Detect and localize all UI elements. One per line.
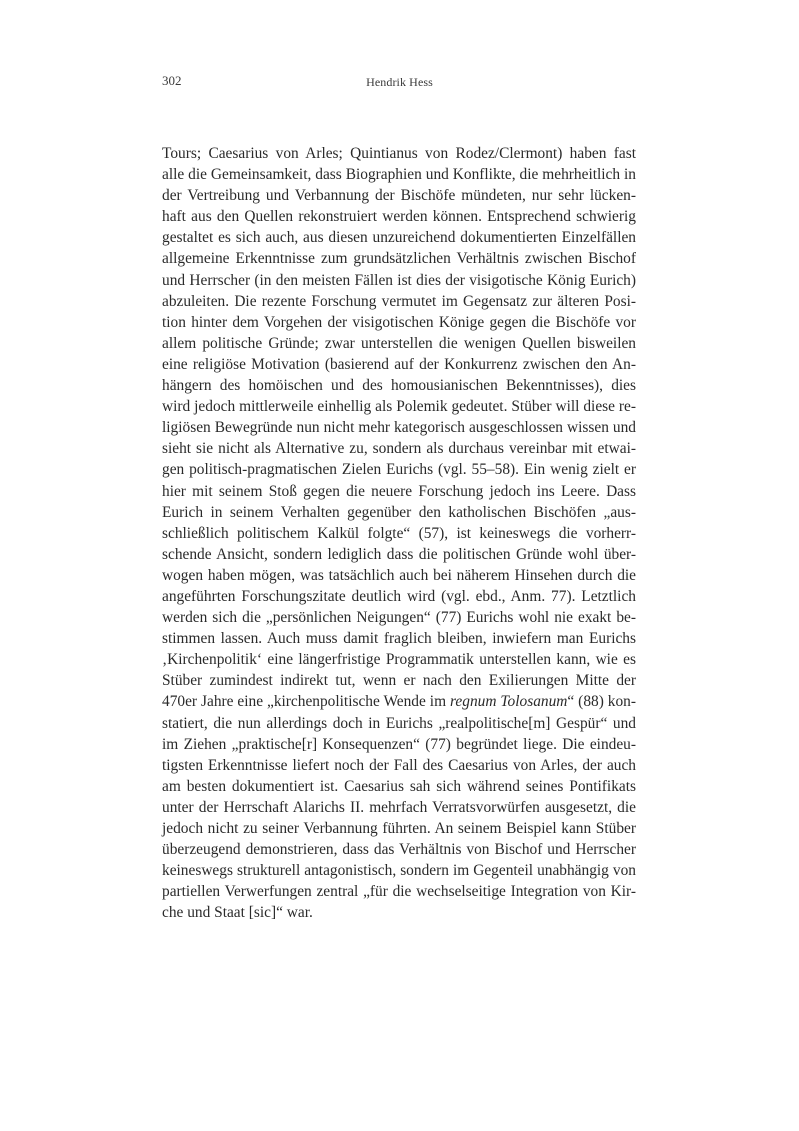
text-line: haft aus den Quellen rekonstruiert werden können. Entsprechend schwierig [162,208,636,226]
running-head-author: Hendrik Hess [366,75,433,89]
text-segment: “ (88) kon- [567,693,636,711]
text-line: der Vertreibung und Verbannung der Bischöfe mündeten, nur sehr lücken- [162,187,636,205]
text-line: sieht sie nicht als Alternative zu, sondern als durchaus vereinbar mit etwai- [162,440,636,458]
text-line: ‚Kirchenpolitik‘ eine längerfristige Programmatik unterstellen kann, wie es [162,651,636,669]
text-line: wogen haben mögen, was tatsächlich auch bei näherem Hinsehen durch die [162,566,636,584]
text-line: am besten dokumentiert ist. Caesarius sah sich während seines Pontifikats [162,777,636,795]
text-line: alle die Gemeinsamkeit, dass Biographien und Konflikte, die mehrheitlich in [162,166,636,184]
text-line: allem politische Gründe; zwar unterstellen die wenigen Quellen bisweilen [162,334,636,352]
text-line: unter der Herrschaft Alarichs II. mehrfach Verratsvorwürfen ausgesetzt, die [162,798,636,816]
text-line: Eurich in seinem Verhalten gegenüber den katholischen Bischöfen „aus- [162,503,636,521]
text-line: gen politisch-pragmatischen Zielen Eurichs (vgl. 55–58). Ein wenig zielt er [162,461,636,479]
text-line: Tours; Caesarius von Arles; Quintianus von Rodez/Clermont) haben fast [162,145,636,162]
text-line: stimmen lassen. Auch muss damit fraglich bleiben, inwiefern man Eurichs [162,630,636,648]
text-line-last: che und Staat [sic]“ war. [162,904,313,922]
text-line: angeführten Forschungszitate deutlich wird (vgl. ebd., Anm. 77). Letztlich [162,587,636,605]
text-line: eine religiöse Motivation (basierend auf der Konkurrenz zwischen den An- [162,355,636,373]
text-line: tion hinter dem Vorgehen der visigotischen Könige gegen die Bischöfe vor [162,313,636,331]
text-line: Stüber zumindest indirekt tut, wenn er nach den Exilierungen Mitte der [162,672,636,690]
text-line: überzeugend demonstrieren, dass das Verhältnis von Bischof und Herrscher [162,841,636,859]
text-line: allgemeine Erkenntnisse zum grundsätzlichen Verhältnis zwischen Bischof [162,250,636,268]
text-line: ligiösen Bewegründe nun nicht mehr kategorisch ausgeschlossen wissen und [162,419,636,437]
text-line: werden sich die „persönlichen Neigungen“ (77) Eurichs wohl nie exakt be- [162,609,636,627]
body-paragraph [162,143,636,923]
text-line: wird jedoch mittlerweile einhellig als Polemik gedeutet. Stüber will diese re- [162,398,636,416]
text-segment: 470er Jahre eine „kirchenpolitische Wende im [162,693,450,711]
text-line-with-italic [162,691,636,712]
page-number: 302 [162,73,182,88]
text-line: keineswegs strukturell antagonistisch, sondern im Gegenteil unabhängig von [162,862,636,880]
text-line: schende Ansicht, sondern lediglich dass die politischen Gründe wohl über- [162,545,636,563]
text-line: partiellen Verwerfungen zentral „für die wechselseitige Integration von Kir- [162,883,636,901]
text-line: gestaltet es sich auch, aus diesen unzureichend dokumentierten Einzelfällen [162,229,636,247]
text-line: hängern des homöischen und des homousianischen Bekenntnisses), dies [162,377,636,395]
text-line: abzuleiten. Die rezente Forschung vermutet im Gegensatz zur älteren Posi- [162,292,636,310]
italic-term: regnum Tolosanum [450,693,568,711]
text-line: tigsten Erkenntnisse liefert noch der Fall des Caesarius von Arles, der auch [162,756,636,774]
text-line: im Ziehen „praktische[r] Konsequenzen“ (77) begründet liege. Die eindeu- [162,735,636,753]
text-line: jedoch nicht zu seiner Verbannung führten. An seinem Beispiel kann Stüber [162,820,636,837]
text-line: und Herrscher (in den meisten Fällen ist dies der visigotische König Eurich) [162,271,636,289]
text-line: schließlich politischem Kalkül folgte“ (57), ist keineswegs die vorherr- [162,524,636,542]
text-line: statiert, die nun allerdings doch in Eurichs „realpolitische[m] Gespür“ und [162,714,636,732]
text-line: hier mit seinem Stoß gegen die neuere Forschung jedoch ins Leere. Dass [162,482,636,500]
